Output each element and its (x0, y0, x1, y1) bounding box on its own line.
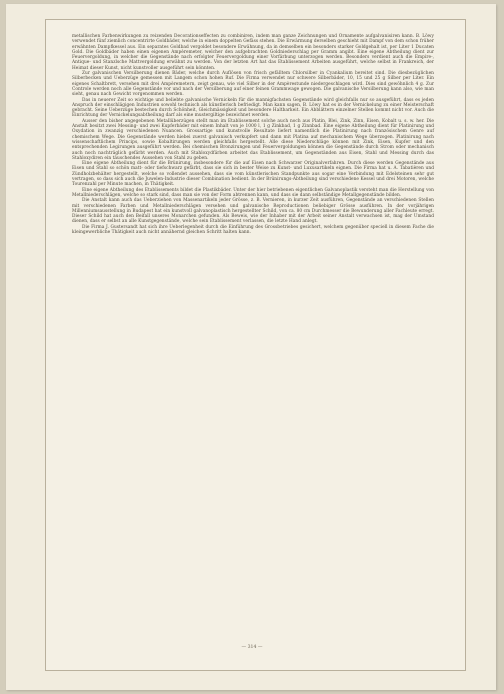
paragraph-3: Das in neuerer Zeit so wichtige und beliebte galvanische Vernickeln für die mannigfachsten Gegenstände wird gleichfalls nur so ausgeführt, dass es jeden Anspruch der einschlägigen Industrien sowohl technisch als künstlerisch befriedigt. Man kann sagen, B. Löwy hat es in der Vernickelung zu einer Meisterschaft gebracht. Seine Ueberzüge bestechen durch Schönheit, Gleichmässigkeit und besondere Haltbarkeit. Ein Abblättern einzelner Stellen kommt nicht vor. Auch die Einrichtung der Vernickelungsabtheilung darf als eine mustergiltige bezeichnet werden. (72, 97, 434, 119)
body-text (72, 34, 434, 235)
paragraph-4: Ausser den bisher angegebenen Metallüberzügen stellt man im Etablissement solche auch noch aus Platin, Blei, Zink, Zinn, Eisen, Kobalt u. s. w. her. Die Anstalt besitzt zwei Messing- und zwei Kupferbäder mit einem Inhalt von je 1000 l, 1 g Zinkbad, 1 g Zinnbad. Eine eigene Abtheilung dient für Platinirung und Oxydation in zwanzig verschiedenen Nuancen. Grossartige und kunstvolle Resultate liefert namentlich die Platinirung nach französischem Genre auf chemischem Wege. Die Gegenstände werden hiebei zuerst galvanisch verkupfert und dann mit Platina auf mechanischem Wege überzogen. Platinirung nach wissenschaftlichem Princips, sowie Kobaltirungen werden gleichfalls hergestellt. Alle diese Niederschläge können mit Zink, Eisen, Kupfer und den entsprechenden Legirungen ausgeführt werden. Bei chemischen Bronzirungen und Feuervergoldungen können die Gegenstände durch Strom oder mechanisch auch noch nachträglich gefärbt werden. Auch mit Stahloxydfärben arbeitet das Etablissement, um Gegenständen aus Eisen, Stahl und Messing durch das Stahloxydiren ein täuschendes Aussehen von Stahl zu geben. (72, 118, 434, 161)
paragraph-6: Eine eigene Abtheilung des Etablissements bildet die Plastikbäder. Unter der hier betriebenen eigentlichen Galvanoplastik versteht man die Herstellung von Metallniederschlägen, welche so stark sind, dass man sie von der Form abtrennen kann, und dass sie dann selbständige Metallgegenstände bilden. (72, 187, 434, 198)
paragraph-5: Eine eigene Abtheilung dient für die Brünirung, insbesondere für die auf Eisen nach Schwarzer Originalverfahren. Durch diese werden Gegenstände aus Eisen und Stahl so schön matt- oder tiefschwarz gefärbt, dass sie sich in bester Weise zu Kunst- und Luxusartikeln eignen. Die Firma hat u. A. Tabatièren und Zündholzbehälter hergestellt, welche so vollendet aussehen, dass sie vom künstlerischen Standpunkte aus sogar eine Verbindung mit Edelsteinen sehr gut vertragen, so dass sich auch die Juwelen-Industrie dieser Combination bedient. In der Brünirungs-Abtheilung sind verschiedene Kessel und drei Motoren, welche Tourenzahl per Minute machen, in Thätigkeit. (72, 161, 434, 188)
paragraph-1: metallischen Farbenwirkungen zu reizenden Decorationseffecten zu combiniren, indem man ganze Zeichnungen und Ornamente aufgalvanisiren kann. B. Löwy verwendet fünf ziemlich concentrirte Goldbäder, welche in einem doppelten Gefäss stehen. Die Erwärmung derselben geschieht mit Dampf von dem schon früher erwähnten Dampfkessel aus. Ein separates Goldbad vergoldet besondere Erwähnung, da in demselben ein besonders starker Goldgehalt ist, per Liter 1 Ducaten Gold. Die Goldbäder haben einen eigenen Ampèremeter, welcher den aufgebrachten Goldniederschlag per Gramm angibt. Eine eigene Abtheilung dient zur Feuervergoldung, in welcher die Gegenstände nach erfolgter Feuervergoldung einer Vorfärbung unterzogen werden. Besonders verdient auch die Empire-, Antique- und Stanzlsche Mattvergoldung erwähnt zu werden. Von der letzten Art hat das Etablissement Arbeiten ausgeführt, welche selbst in Frankreich, der Heimat dieser Kunst, nicht kunstvoller ausgeführt sein könnten. (72, 34, 434, 71)
paragraph-2: Zur galvanischen Versilberung dienen Bäder, welche durch Auflösen von frisch gefälltem Chlorsilber in Cyankalium bereitet sind. Die diesbezüglichen Silberbecken und Ueberzüge gemessen mit Langem schon hohen Ruf. Die Firma verwendet nur schwere Silberbäder, 10, 15 und 25 g Silber per Liter. Ein eigenes Schaltbrett, versehen mit drei Ampèremetern, zeigt genau, wie viel Silber in der Ampèrestunde niedergeschlagen wird. Dies sind gewöhnlich 4 g. Zur Controle werden noch alle Gegenstände vor und nach der Versilberung auf einer feinen Grammwage gewogen. Die galvanische Versilberung kann also, wie man sieht, genau nach Gewicht vorgenommen werden. (72, 71, 434, 98)
paragraph-8: Die Firma J. Gustersandt hat sich ihre Ueberlegenheit durch die Einführung des Grossbetriebes gesichert, welchem gegenüber speciell in diesem Fache die kleingewerbliche Thätigkeit auch nicht annähernd gleichen Schritt halten kann. (72, 224, 434, 235)
page-number: — 314 — (241, 645, 263, 650)
paragraph-7: Die Anstalt kann auch das Ueberziehen von Massenartikeln jeder Grösse, z. B. Vernieren, in kurzer Zeit ausführen, Gegenstände an verschiedenen Stellen mit verschiedenen Farben und Metallniederschlägen versehen und galvanische Reproductionen beliebiger Grösse ausführen. In der vorjährigen Millenniumsausstellung in Budapest hat ein kunstvoll galvanoplastisch hergestellter Schild, von ca. 80 cm Durchmesser die Bewunderung aller Fachleute erregt. Dieser Schild hat auch den Beifall unseres Monarchen gefunden. Als Beweis, wie der Inhaber mit der Arbeit seiner Anstalt verwachsen ist, mag der Umstand dienen, dass er selbst an alle Kunstgegenstände, welche sein Etablissement verlassen, die letzte Hand anlegt. (72, 198, 434, 225)
